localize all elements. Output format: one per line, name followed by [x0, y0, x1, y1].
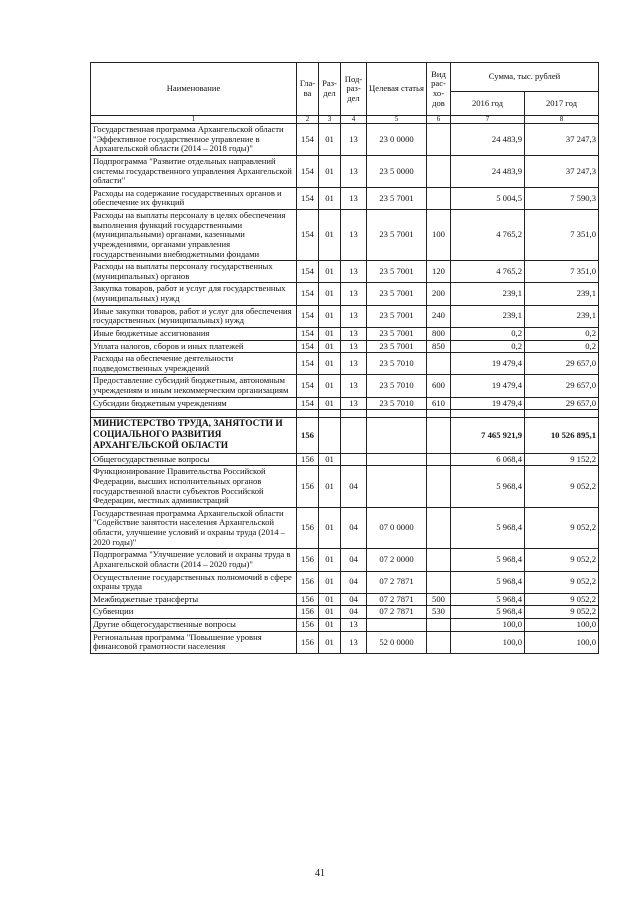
cell-target: 23 5 7001: [367, 283, 427, 305]
cell-sum-2017: 37 247,3: [525, 124, 599, 156]
budget-table: [90, 62, 599, 654]
cell-name: Региональная программа "Повышение уровня финансовой грамотности населения: [91, 631, 297, 653]
cell-name: Субвенции: [91, 606, 297, 619]
spacer-cell: [319, 410, 341, 418]
cell-glava: 154: [297, 353, 319, 375]
cell-razdel: 01: [319, 631, 341, 653]
cell-podrazdel: 13: [341, 124, 367, 156]
cell-sum-2016: 239,1: [451, 305, 525, 327]
table-row: [91, 606, 599, 619]
spacer-cell: [427, 410, 451, 418]
cell-name: Субсидии бюджетным учреждениям: [91, 397, 297, 410]
cell-vid: 200: [427, 283, 451, 305]
cell-razdel: [319, 418, 341, 453]
cell-sum-2017: 7 351,0: [525, 210, 599, 261]
cell-podrazdel: 13: [341, 619, 367, 632]
table-row: [91, 418, 599, 453]
cell-sum-2017: 9 052,2: [525, 466, 599, 508]
cell-target: 23 5 7001: [367, 261, 427, 283]
cell-glava: 156: [297, 549, 319, 571]
cell-podrazdel: 04: [341, 593, 367, 606]
cell-vid: [427, 631, 451, 653]
header-vid: Вид рас-хо-дов: [427, 63, 451, 116]
cell-sum-2017: 9 052,2: [525, 593, 599, 606]
cell-vid: 850: [427, 340, 451, 353]
cell-glava: 154: [297, 397, 319, 410]
cell-podrazdel: 13: [341, 353, 367, 375]
cell-sum-2017: 7 351,0: [525, 261, 599, 283]
cell-glava: 154: [297, 155, 319, 187]
cell-name: Государственная программа Архангельской области "Эффективное государственное управление в Архангельской области (2014 – 2018 годы)": [91, 124, 297, 156]
cell-target: 07 2 7871: [367, 593, 427, 606]
cell-sum-2016: 5 968,4: [451, 606, 525, 619]
header-2016: 2016 год: [451, 92, 525, 116]
cell-podrazdel: 13: [341, 187, 367, 209]
cell-sum-2016: 19 479,4: [451, 353, 525, 375]
cell-sum-2017: 239,1: [525, 305, 599, 327]
spacer-cell: [367, 410, 427, 418]
page-number: 41: [315, 868, 325, 879]
cell-name: Расходы на обеспечение деятельности подведомственных учреждений: [91, 353, 297, 375]
cell-razdel: 01: [319, 397, 341, 410]
table-row: [91, 549, 599, 571]
cell-sum-2016: 7 465 921,9: [451, 418, 525, 453]
cell-razdel: 01: [319, 375, 341, 397]
cell-sum-2017: 10 526 895,1: [525, 418, 599, 453]
cell-glava: 154: [297, 187, 319, 209]
cell-razdel: 01: [319, 353, 341, 375]
cell-glava: 156: [297, 571, 319, 593]
cell-sum-2017: 7 590,3: [525, 187, 599, 209]
table-row: [91, 340, 599, 353]
table-row: [91, 283, 599, 305]
table-row: [91, 305, 599, 327]
cell-sum-2017: 9 152,2: [525, 453, 599, 466]
cell-razdel: 01: [319, 283, 341, 305]
table-row: [91, 466, 599, 508]
cell-podrazdel: 13: [341, 283, 367, 305]
cell-razdel: 01: [319, 549, 341, 571]
cell-podrazdel: 13: [341, 631, 367, 653]
col-number: 2: [297, 116, 319, 124]
cell-vid: [427, 453, 451, 466]
spacer-cell: [297, 410, 319, 418]
cell-glava: 154: [297, 340, 319, 353]
cell-name: Общегосударственные вопросы: [91, 453, 297, 466]
cell-podrazdel: [341, 418, 367, 453]
cell-podrazdel: 04: [341, 507, 367, 549]
cell-sum-2017: 29 657,0: [525, 397, 599, 410]
header-name: Наименование: [91, 63, 297, 116]
header-glava: Гла-ва: [297, 63, 319, 116]
cell-razdel: 01: [319, 261, 341, 283]
cell-sum-2017: 29 657,0: [525, 375, 599, 397]
cell-target: 23 5 7001: [367, 210, 427, 261]
cell-sum-2016: 6 068,4: [451, 453, 525, 466]
table-row: [91, 619, 599, 632]
cell-name: Подпрограмма "Развитие отдельных направлений системы государственного управления Архангельской области": [91, 155, 297, 187]
cell-target: 23 5 7010: [367, 375, 427, 397]
cell-sum-2016: 24 483,9: [451, 124, 525, 156]
table-row: [91, 327, 599, 340]
spacer-cell: [341, 410, 367, 418]
col-number: 3: [319, 116, 341, 124]
cell-glava: 156: [297, 507, 319, 549]
spacer-cell: [451, 410, 525, 418]
cell-sum-2016: 100,0: [451, 619, 525, 632]
cell-target: [367, 466, 427, 508]
table-body: [91, 124, 599, 654]
cell-name: Межбюджетные трансферты: [91, 593, 297, 606]
cell-glava: 154: [297, 283, 319, 305]
cell-sum-2017: 0,2: [525, 340, 599, 353]
cell-sum-2016: 5 968,4: [451, 507, 525, 549]
cell-podrazdel: 13: [341, 155, 367, 187]
cell-name: Предоставление субсидий бюджетным, автономным учреждениям и иным некоммерческим организациям: [91, 375, 297, 397]
spacer-cell: [525, 410, 599, 418]
cell-sum-2016: 5 968,4: [451, 466, 525, 508]
cell-sum-2016: 24 483,9: [451, 155, 525, 187]
cell-glava: 154: [297, 261, 319, 283]
cell-podrazdel: 13: [341, 340, 367, 353]
cell-vid: 610: [427, 397, 451, 410]
cell-vid: [427, 466, 451, 508]
cell-vid: [427, 155, 451, 187]
cell-target: 23 5 7010: [367, 353, 427, 375]
header-razdel: Раз-дел: [319, 63, 341, 116]
cell-glava: 154: [297, 375, 319, 397]
cell-sum-2016: 239,1: [451, 283, 525, 305]
spacer-row: [91, 410, 599, 418]
table-row: [91, 453, 599, 466]
cell-razdel: 01: [319, 593, 341, 606]
cell-sum-2016: 100,0: [451, 631, 525, 653]
cell-podrazdel: 13: [341, 397, 367, 410]
cell-sum-2016: 4 765,2: [451, 210, 525, 261]
cell-name: Функционирование Правительства Российской Федерации, высших исполнительных органов государственной власти субъектов Российской Федерации, местных администраций: [91, 466, 297, 508]
table-row: [91, 631, 599, 653]
cell-name: Расходы на выплаты персоналу государственных (муниципальных) органов: [91, 261, 297, 283]
cell-podrazdel: 13: [341, 305, 367, 327]
cell-sum-2017: 100,0: [525, 619, 599, 632]
cell-glava: 156: [297, 619, 319, 632]
cell-sum-2017: 9 052,2: [525, 571, 599, 593]
cell-name: Закупка товаров, работ и услуг для государственных (муниципальных) нужд: [91, 283, 297, 305]
cell-sum-2017: 9 052,2: [525, 549, 599, 571]
cell-vid: 120: [427, 261, 451, 283]
col-number: 4: [341, 116, 367, 124]
cell-sum-2017: 37 247,3: [525, 155, 599, 187]
cell-name: Другие общегосударственные вопросы: [91, 619, 297, 632]
cell-razdel: 01: [319, 210, 341, 261]
table-row: [91, 124, 599, 156]
cell-sum-2016: 0,2: [451, 327, 525, 340]
header-target: Целевая статья: [367, 63, 427, 116]
cell-target: 07 2 0000: [367, 549, 427, 571]
col-number: 5: [367, 116, 427, 124]
table-row: [91, 187, 599, 209]
cell-razdel: 01: [319, 571, 341, 593]
cell-target: 52 0 0000: [367, 631, 427, 653]
cell-target: 07 0 0000: [367, 507, 427, 549]
cell-name: Расходы на содержание государственных органов и обеспечение их функций: [91, 187, 297, 209]
cell-sum-2017: 239,1: [525, 283, 599, 305]
cell-vid: [427, 619, 451, 632]
cell-sum-2017: 100,0: [525, 631, 599, 653]
cell-sum-2016: 19 479,4: [451, 375, 525, 397]
cell-sum-2017: 29 657,0: [525, 353, 599, 375]
cell-target: [367, 619, 427, 632]
cell-target: 23 5 0000: [367, 155, 427, 187]
cell-podrazdel: 13: [341, 261, 367, 283]
table-row: [91, 571, 599, 593]
cell-podrazdel: 04: [341, 466, 367, 508]
col-number: 1: [91, 116, 297, 124]
cell-glava: 154: [297, 210, 319, 261]
cell-glava: 156: [297, 453, 319, 466]
cell-sum-2016: 5 968,4: [451, 593, 525, 606]
cell-target: [367, 453, 427, 466]
cell-podrazdel: 13: [341, 327, 367, 340]
cell-sum-2016: 5 968,4: [451, 571, 525, 593]
table-row: [91, 210, 599, 261]
cell-razdel: 01: [319, 340, 341, 353]
cell-razdel: 01: [319, 619, 341, 632]
cell-vid: [427, 187, 451, 209]
cell-glava: 156: [297, 418, 319, 453]
cell-razdel: 01: [319, 124, 341, 156]
cell-glava: 154: [297, 327, 319, 340]
cell-podrazdel: 13: [341, 375, 367, 397]
table-row: [91, 375, 599, 397]
cell-target: 23 5 7001: [367, 305, 427, 327]
cell-glava: 154: [297, 124, 319, 156]
cell-vid: 800: [427, 327, 451, 340]
cell-razdel: 01: [319, 187, 341, 209]
cell-target: 07 2 7871: [367, 571, 427, 593]
cell-sum-2016: 19 479,4: [451, 397, 525, 410]
cell-name: Иные бюджетные ассигнования: [91, 327, 297, 340]
cell-target: 23 5 7001: [367, 340, 427, 353]
cell-target: 23 5 7001: [367, 327, 427, 340]
cell-vid: 500: [427, 593, 451, 606]
cell-target: 23 5 7001: [367, 187, 427, 209]
cell-name: Государственная программа Архангельской области "Содействие занятости населения Архангельской области, улучшение условий и охраны труда (2014 – 2020 годы)": [91, 507, 297, 549]
table-row: [91, 507, 599, 549]
cell-sum-2017: 0,2: [525, 327, 599, 340]
col-number: 8: [525, 116, 599, 124]
table-row: [91, 353, 599, 375]
header-podrazdel: Под-раз-дел: [341, 63, 367, 116]
header-sum: Сумма, тыс. рублей: [451, 63, 599, 92]
cell-name: Иные закупки товаров, работ и услуг для обеспечения государственных (муниципальных) нужд: [91, 305, 297, 327]
table-row: [91, 155, 599, 187]
cell-glava: 154: [297, 305, 319, 327]
col-number: 6: [427, 116, 451, 124]
cell-sum-2016: 4 765,2: [451, 261, 525, 283]
cell-target: 23 5 7010: [367, 397, 427, 410]
cell-vid: [427, 353, 451, 375]
cell-target: 23 0 0000: [367, 124, 427, 156]
table-header: [91, 63, 599, 124]
cell-sum-2016: 0,2: [451, 340, 525, 353]
cell-razdel: 01: [319, 327, 341, 340]
cell-name: Уплата налогов, сборов и иных платежей: [91, 340, 297, 353]
cell-podrazdel: 04: [341, 606, 367, 619]
table-row: [91, 261, 599, 283]
cell-sum-2016: 5 004,5: [451, 187, 525, 209]
cell-podrazdel: [341, 453, 367, 466]
cell-razdel: 01: [319, 453, 341, 466]
cell-podrazdel: 13: [341, 210, 367, 261]
cell-glava: 156: [297, 466, 319, 508]
table-row: [91, 397, 599, 410]
table-row: [91, 593, 599, 606]
cell-sum-2017: 9 052,2: [525, 507, 599, 549]
cell-vid: [427, 571, 451, 593]
cell-razdel: 01: [319, 155, 341, 187]
cell-vid: 100: [427, 210, 451, 261]
cell-vid: [427, 507, 451, 549]
cell-podrazdel: 04: [341, 549, 367, 571]
cell-vid: 240: [427, 305, 451, 327]
cell-sum-2017: 9 052,2: [525, 606, 599, 619]
cell-razdel: 01: [319, 466, 341, 508]
cell-name: Расходы на выплаты персоналу в целях обеспечения выполнения функций государственными (муниципальными) органами, казенными учреждениями, органами управления государственными внебюджетными фондами: [91, 210, 297, 261]
cell-podrazdel: 04: [341, 571, 367, 593]
cell-target: 07 2 7871: [367, 606, 427, 619]
cell-vid: [427, 418, 451, 453]
cell-vid: [427, 124, 451, 156]
cell-name: Подпрограмма "Улучшение условий и охраны труда в Архангельской области (2014 – 2020 годы)": [91, 549, 297, 571]
cell-vid: 530: [427, 606, 451, 619]
cell-razdel: 01: [319, 507, 341, 549]
cell-target: [367, 418, 427, 453]
cell-razdel: 01: [319, 305, 341, 327]
spacer-cell: [91, 410, 297, 418]
cell-name: МИНИСТЕРСТВО ТРУДА, ЗАНЯТОСТИ И СОЦИАЛЬНОГО РАЗВИТИЯ АРХАНГЕЛЬСКОЙ ОБЛАСТИ: [91, 418, 297, 453]
col-number: 7: [451, 116, 525, 124]
cell-glava: 156: [297, 593, 319, 606]
cell-glava: 156: [297, 631, 319, 653]
header-2017: 2017 год: [525, 92, 599, 116]
cell-vid: [427, 549, 451, 571]
cell-razdel: 01: [319, 606, 341, 619]
cell-sum-2016: 5 968,4: [451, 549, 525, 571]
cell-glava: 156: [297, 606, 319, 619]
cell-vid: 600: [427, 375, 451, 397]
cell-name: Осуществление государственных полномочий в сфере охраны труда: [91, 571, 297, 593]
